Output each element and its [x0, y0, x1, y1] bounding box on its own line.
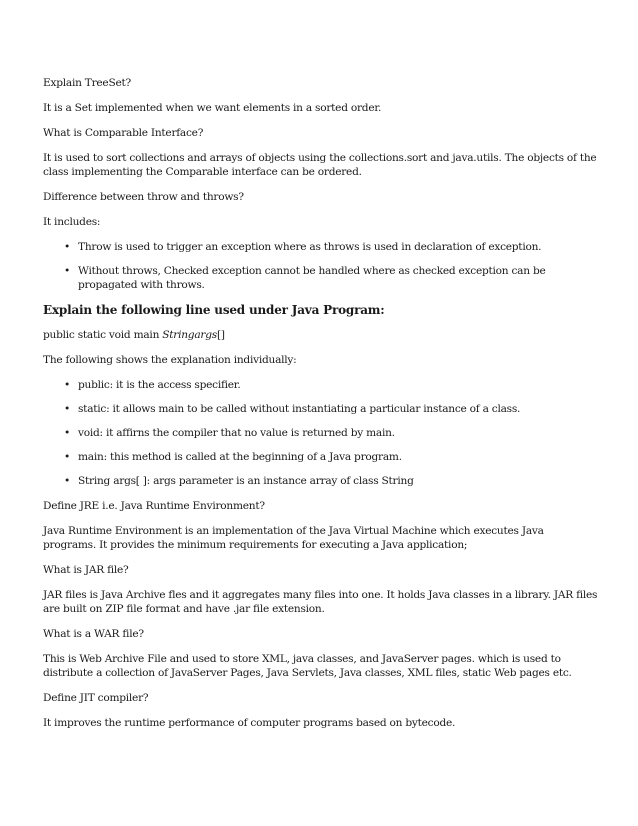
list-item [43, 264, 599, 292]
answer-jre: Java Runtime Environment is an implementation of the Java Virtual Machine which executes Java programs. It provides the minimum requirements for executing a Java application; [43, 525, 544, 551]
answer-comparable: It is used to sort collections and arrays of objects using the collections.sort and java.utils. The objects of the class implementing the Comparable interface can be ordered. [43, 152, 597, 178]
list-item [43, 450, 599, 464]
list-item [43, 378, 599, 392]
list-item [43, 402, 599, 416]
throw-list [43, 240, 599, 292]
list-item [43, 474, 599, 488]
question-jit: Define JIT compiler? [43, 692, 149, 704]
main-line-italic: Stringargs [162, 329, 217, 341]
answer-throw-intro: It includes: [43, 216, 101, 228]
list-item [43, 426, 599, 440]
bullet-icon: • [64, 451, 70, 463]
main-line-prefix: public static void main [43, 329, 163, 341]
question-throw-throws: Difference between throw and throws? [43, 191, 244, 203]
main-line-suffix: [] [216, 329, 225, 341]
document-page [43, 76, 599, 741]
bullet-icon: • [64, 475, 70, 487]
list-item-text: public: it is the access specifier. [78, 379, 241, 391]
main-explanation-list [43, 378, 599, 488]
question-comparable: What is Comparable Interface? [43, 127, 204, 139]
list-item-text: Without throws, Checked exception cannot be handled where as checked exception can be propagated with throws. [78, 265, 546, 291]
main-explanation-intro: The following shows the explanation individually: [43, 354, 297, 366]
question-jar: What is JAR file? [43, 564, 129, 576]
list-item [43, 240, 599, 254]
bullet-icon: • [64, 427, 70, 439]
answer-treeset: It is a Set implemented when we want elements in a sorted order. [43, 102, 382, 114]
question-treeset: Explain TreeSet? [43, 77, 131, 89]
list-item-text: String args[ ]: args parameter is an instance array of class String [78, 475, 414, 487]
question-war: What is a WAR file? [43, 628, 144, 640]
list-item-text: Throw is used to trigger an exception where as throws is used in declaration of exception. [78, 241, 542, 253]
list-item-text: void: it affirns the compiler that no value is returned by main. [78, 427, 395, 439]
question-jre: Define JRE i.e. Java Runtime Environment? [43, 500, 265, 512]
bullet-icon: • [64, 241, 70, 253]
main-method-line [43, 328, 599, 342]
bullet-icon: • [64, 265, 70, 277]
list-item-text: main: this method is called at the beginning of a Java program. [78, 451, 402, 463]
answer-war: This is Web Archive File and used to store XML, java classes, and JavaServer pages. which is used to distribute a collection of JavaServer Pages, Java Servlets, Java classes, XML files, static Web pages etc. [43, 653, 572, 679]
answer-jit: It improves the runtime performance of computer programs based on bytecode. [43, 717, 456, 729]
list-item-text: static: it allows main to be called without instantiating a particular instance of a class. [78, 403, 521, 415]
bullet-icon: • [64, 379, 70, 391]
answer-jar: JAR files is Java Archive fles and it aggregates many files into one. It holds Java classes in a library. JAR files are built on ZIP file format and have .jar file extension. [43, 589, 598, 615]
bullet-icon: • [64, 403, 70, 415]
section-heading: Explain the following line used under Java Program: [43, 303, 385, 317]
